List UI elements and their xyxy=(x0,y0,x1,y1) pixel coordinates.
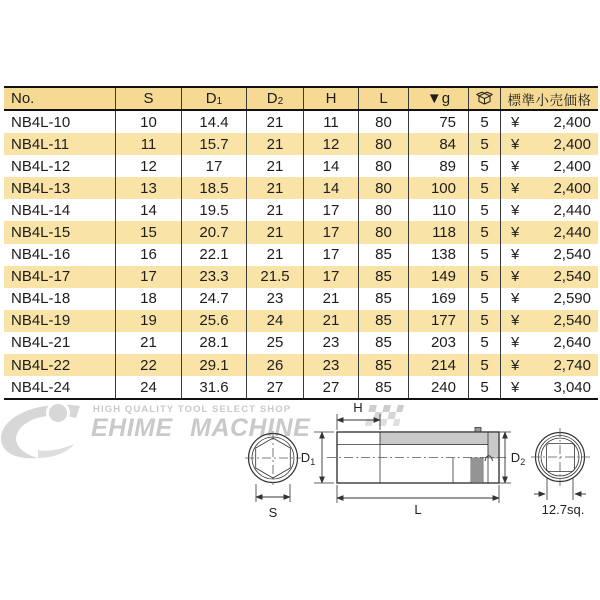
dim-label-l: L xyxy=(414,502,422,517)
table-row xyxy=(4,266,598,288)
table-row xyxy=(4,221,598,243)
price-value: 2,440 xyxy=(553,201,591,219)
s-cell: 22 xyxy=(116,354,182,376)
weight-cell: 84 xyxy=(409,133,469,155)
price-cell xyxy=(501,288,598,310)
header-cell-3: D $_2$ xyxy=(247,88,304,109)
s-cell: 17 xyxy=(116,266,182,288)
l-cell: 80 xyxy=(359,177,409,199)
package-icon xyxy=(476,91,493,106)
currency-symbol: ¥ xyxy=(511,179,520,197)
price-value: 2,400 xyxy=(553,157,591,175)
socket-side-view xyxy=(327,428,508,484)
d1-cell: 22.1 xyxy=(182,244,247,266)
price-value: 2,740 xyxy=(553,356,591,374)
header-cell-2: D $_1$ xyxy=(182,88,247,109)
l-cell: 85 xyxy=(359,310,409,332)
table-body xyxy=(4,111,598,398)
s-cell: 15 xyxy=(116,221,182,243)
weight-cell: 214 xyxy=(409,354,469,376)
socket-dimension-diagram xyxy=(0,390,600,550)
d2-cell: 21 xyxy=(247,133,304,155)
h-cell: 14 xyxy=(304,177,359,199)
table-row xyxy=(4,155,598,177)
h-cell: 14 xyxy=(304,155,359,177)
d2-cell: 21 xyxy=(247,111,304,133)
h-cell: 27 xyxy=(304,376,359,398)
h-cell: 17 xyxy=(304,221,359,243)
table-row xyxy=(4,310,598,332)
model-no-cell: NB4L-11 xyxy=(4,133,116,155)
d1-cell: 20.7 xyxy=(182,221,247,243)
weight-cell: 100 xyxy=(409,177,469,199)
currency-symbol: ¥ xyxy=(511,334,520,352)
weight-cell: 110 xyxy=(409,199,469,221)
dim-label-h: H xyxy=(353,400,363,415)
s-cell: 18 xyxy=(116,288,182,310)
currency-symbol: ¥ xyxy=(511,113,520,131)
price-value: 2,540 xyxy=(553,268,591,286)
table-row xyxy=(4,133,598,155)
table-row xyxy=(4,244,598,266)
price-value: 2,400 xyxy=(553,179,591,197)
d1-cell: 18.5 xyxy=(182,177,247,199)
d2-cell: 21.5 xyxy=(247,266,304,288)
weight-cell: 177 xyxy=(409,310,469,332)
model-no-cell: NB4L-18 xyxy=(4,288,116,310)
h-cell: 23 xyxy=(304,354,359,376)
hex-end-view xyxy=(245,431,301,520)
pack-qty-cell: 5 xyxy=(469,376,501,398)
currency-symbol: ¥ xyxy=(511,224,520,242)
price-cell xyxy=(501,221,598,243)
brand-tagline: HIGH QUALITY TOOL SELECT SHOP xyxy=(93,404,292,415)
header-cell-1: S xyxy=(116,88,182,109)
h-cell: 12 xyxy=(304,133,359,155)
l-cell: 80 xyxy=(359,133,409,155)
l-cell: 80 xyxy=(359,199,409,221)
price-value: 2,540 xyxy=(553,246,591,264)
h-cell: 23 xyxy=(304,332,359,354)
price-cell xyxy=(501,133,598,155)
d2-cell: 21 xyxy=(247,221,304,243)
s-cell: 10 xyxy=(116,111,182,133)
pack-qty-cell: 5 xyxy=(469,155,501,177)
weight-cell: 89 xyxy=(409,155,469,177)
pack-qty-cell: 5 xyxy=(469,177,501,199)
s-cell: 21 xyxy=(116,332,182,354)
pack-qty-cell: 5 xyxy=(469,111,501,133)
price-cell xyxy=(501,111,598,133)
weight-cell: 138 xyxy=(409,244,469,266)
model-no-cell: NB4L-24 xyxy=(4,376,116,398)
l-cell: 85 xyxy=(359,332,409,354)
currency-symbol: ¥ xyxy=(511,246,520,264)
currency-symbol: ¥ xyxy=(511,157,520,175)
d1-cell: 14.4 xyxy=(182,111,247,133)
price-value: 2,400 xyxy=(553,135,591,153)
model-no-cell: NB4L-17 xyxy=(4,266,116,288)
weight-cell: 240 xyxy=(409,376,469,398)
h-dimension xyxy=(337,400,380,430)
price-cell xyxy=(501,199,598,221)
s-cell: 24 xyxy=(116,376,182,398)
brand-name: EHIME MACHINE xyxy=(91,414,311,442)
d1-cell: 29.1 xyxy=(182,354,247,376)
d1-cell: 24.7 xyxy=(182,288,247,310)
currency-symbol: ¥ xyxy=(511,356,520,374)
d2-cell: 21 xyxy=(247,177,304,199)
header-cell-5: L xyxy=(359,88,409,109)
price-cell xyxy=(501,354,598,376)
d2-cell: 23 xyxy=(247,288,304,310)
d2-cell: 21 xyxy=(247,155,304,177)
l-cell: 85 xyxy=(359,244,409,266)
d1-cell: 17 xyxy=(182,155,247,177)
l-cell: 85 xyxy=(359,266,409,288)
model-no-cell: NB4L-14 xyxy=(4,199,116,221)
pack-qty-cell: 5 xyxy=(469,244,501,266)
square-drive-view xyxy=(531,428,590,517)
h-cell: 11 xyxy=(304,111,359,133)
price-value: 2,640 xyxy=(553,334,591,352)
spec-table xyxy=(4,86,598,400)
currency-symbol: ¥ xyxy=(511,135,520,153)
table-row xyxy=(4,354,598,376)
h-cell: 21 xyxy=(304,310,359,332)
weight-cell: 118 xyxy=(409,221,469,243)
table-row xyxy=(4,332,598,354)
model-no-cell: NB4L-22 xyxy=(4,354,116,376)
d1-cell: 28.1 xyxy=(182,332,247,354)
weight-cell: 149 xyxy=(409,266,469,288)
weight-cell: 169 xyxy=(409,288,469,310)
currency-symbol: ¥ xyxy=(511,268,520,286)
h-cell: 17 xyxy=(304,266,359,288)
price-cell xyxy=(501,244,598,266)
table-row xyxy=(4,199,598,221)
currency-symbol: ¥ xyxy=(511,290,520,308)
s-cell: 12 xyxy=(116,155,182,177)
h-cell: 17 xyxy=(304,199,359,221)
price-cell xyxy=(501,332,598,354)
h-cell: 21 xyxy=(304,288,359,310)
d2-cell: 25 xyxy=(247,332,304,354)
d1-cell: 23.3 xyxy=(182,266,247,288)
d2-cell: 27 xyxy=(247,376,304,398)
header-cell-6: ▼g xyxy=(409,88,469,109)
header-cell-4: H xyxy=(304,88,359,109)
l-dimension xyxy=(337,485,499,517)
d2-cell: 21 xyxy=(247,244,304,266)
weight-cell: 75 xyxy=(409,111,469,133)
d2-cell: 24 xyxy=(247,310,304,332)
s-cell: 19 xyxy=(116,310,182,332)
pack-qty-cell: 5 xyxy=(469,266,501,288)
model-no-cell: NB4L-16 xyxy=(4,244,116,266)
price-value: 2,540 xyxy=(553,312,591,330)
currency-symbol: ¥ xyxy=(511,378,520,396)
l-cell: 80 xyxy=(359,155,409,177)
currency-symbol: ¥ xyxy=(511,312,520,330)
price-cell xyxy=(501,177,598,199)
dim-label-d2: $D_2$ xyxy=(510,450,526,467)
price-value: 2,440 xyxy=(553,224,591,242)
header-cell-pack-qty xyxy=(469,88,501,109)
currency-symbol: ¥ xyxy=(511,201,520,219)
dim-label-d1: $D_1$ xyxy=(300,450,316,467)
weight-cell: 203 xyxy=(409,332,469,354)
model-no-cell: NB4L-10 xyxy=(4,111,116,133)
price-value: 2,400 xyxy=(553,113,591,131)
pack-qty-cell: 5 xyxy=(469,288,501,310)
dim-label-12-7sq: 12.7sq. xyxy=(541,502,585,517)
table-row xyxy=(4,288,598,310)
pack-qty-cell: 5 xyxy=(469,133,501,155)
pack-qty-cell: 5 xyxy=(469,354,501,376)
price-value: 3,040 xyxy=(553,378,591,396)
d1-cell: 15.7 xyxy=(182,133,247,155)
header-cell-8: 標準小売価格 xyxy=(507,92,592,108)
l-cell: 85 xyxy=(359,354,409,376)
price-value: 2,590 xyxy=(553,290,591,308)
model-no-cell: NB4L-19 xyxy=(4,310,116,332)
h-cell: 17 xyxy=(304,244,359,266)
s-cell: 13 xyxy=(116,177,182,199)
price-cell xyxy=(501,155,598,177)
model-no-cell: NB4L-13 xyxy=(4,177,116,199)
header-cell-0: No. xyxy=(4,88,116,109)
s-cell: 16 xyxy=(116,244,182,266)
table-row xyxy=(4,177,598,199)
s-cell: 14 xyxy=(116,199,182,221)
model-no-cell: NB4L-15 xyxy=(4,221,116,243)
pack-qty-cell: 5 xyxy=(469,199,501,221)
pack-qty-cell: 5 xyxy=(469,332,501,354)
d2-cell: 26 xyxy=(247,354,304,376)
l-cell: 85 xyxy=(359,376,409,398)
model-no-cell: NB4L-12 xyxy=(4,155,116,177)
table-row xyxy=(4,111,598,133)
d1-cell: 31.6 xyxy=(182,376,247,398)
dim-label-s: S xyxy=(268,505,278,520)
d1-cell: 25.6 xyxy=(182,310,247,332)
price-cell xyxy=(501,266,598,288)
l-cell: 80 xyxy=(359,111,409,133)
pack-qty-cell: 5 xyxy=(469,221,501,243)
pack-qty-cell: 5 xyxy=(469,310,501,332)
s-cell: 11 xyxy=(116,133,182,155)
price-cell xyxy=(501,310,598,332)
l-cell: 80 xyxy=(359,221,409,243)
model-no-cell: NB4L-21 xyxy=(4,332,116,354)
table-header-row xyxy=(4,88,598,111)
l-cell: 85 xyxy=(359,288,409,310)
d1-cell: 19.5 xyxy=(182,199,247,221)
d2-cell: 21 xyxy=(247,199,304,221)
